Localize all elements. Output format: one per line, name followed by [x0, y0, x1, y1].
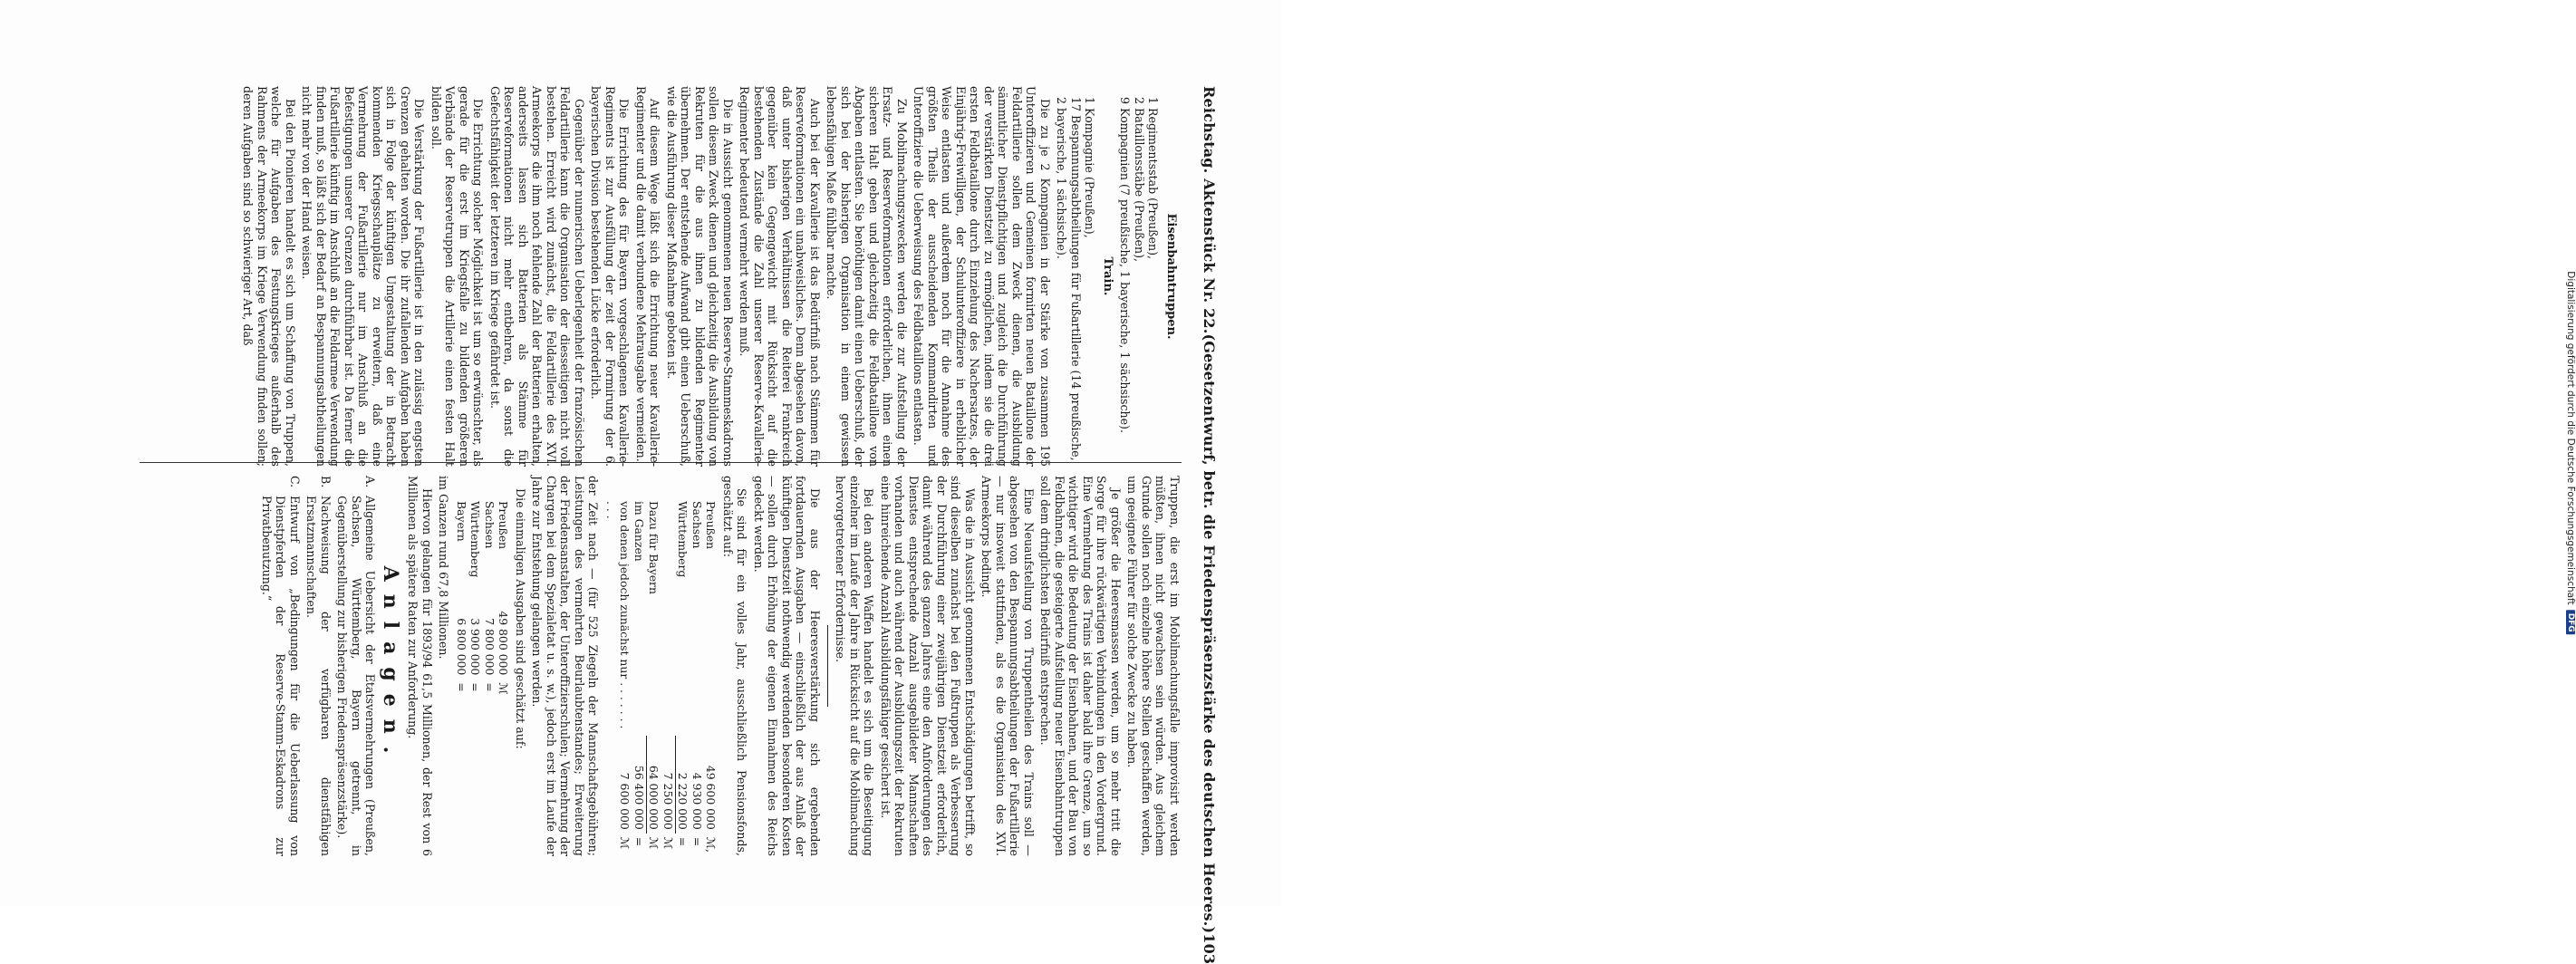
- train-list: [1055, 86, 1097, 467]
- running-costs-table: [604, 497, 719, 856]
- list-item: 2 Bataillonsstäbe (Preußen),: [1133, 97, 1146, 263]
- table-row: [483, 497, 497, 700]
- anlage-text: Allgemeine Uebersicht der Etatsvermehrungen (Preußen, Sachsen, Württemberg, Bayern getrennt, in Gegenüberstellung zur bisherigen Friedenspräsenzstärke).: [335, 496, 378, 856]
- table-row-total: [632, 497, 647, 856]
- digitization-credit: [2565, 271, 2576, 634]
- table-row: [704, 497, 719, 856]
- table-row: [690, 497, 705, 856]
- paragraph: Truppen, die erst im Mobilmachungsfalle improvisirt werden müßten, ihnen nicht gewachsen sein würden. Aus gleichem Grunde sollen noch einzelne höhere Stellen geschaffen werden, um geeignete Führer für solche Zwecke zu haben.: [1125, 476, 1182, 856]
- section-rule: [827, 625, 828, 707]
- row-value: 56 400 000: [632, 736, 647, 834]
- anlage-key: A.: [363, 476, 378, 488]
- paragraph: Eine Neuaufstellung von Truppentheilen des Trains soll — abgesehen von den Bespannungsabtheilungen der Fußartillerie — nur insoweit stattfinden, als es die Organisation des XVI. Armeekorps bedingt.: [979, 476, 1036, 856]
- paragraph: Hiervon gelangen für 1893/94 61,5 Millionen, der Rest von 6 Millionen als spätere Raten zur Anforderung.: [406, 476, 434, 856]
- heading-train: Train.: [1101, 256, 1114, 296]
- paragraph: Die zu je 2 Kompagnien in der Stärke von zusammen 195 Unteroffizieren und Gemeinen formirten neuen Bataillone der Feldartillerie sollen dem Zweck dienen, die Ausbildung sämmtlicher Dienstpflichtigen und zugleich die Durchführung der verstärkten Dienstzeit zu ermöglichen, indem sie die drei ersten Feldbataillone durch Einziehung des Nachersatzes, der Einjährig-Freiwilligen, der Schulunteroffiziere in erheblicher Weise entlasten und außerdem noch für die Annahme des größten Theils der ausscheidenden Kommandirten und Unteroffiziere die Ueberweisung des Feldbataillons entlasten.: [912, 86, 1052, 467]
- row-unit: ℳ,: [704, 836, 719, 853]
- paragraph: Die Errichtung des für Bayern vorgeschlagenen Kavallerie-Regiments ist zur Ausfüllung der zeit der Formirung der 6. bayerischen Division bestehenden Lücke erforderlich.: [589, 86, 632, 467]
- header-left: Reichstag. Aktenstück Nr. 22.: [1201, 86, 1218, 334]
- row-unit: ℳ: [661, 836, 676, 850]
- row-unit: =: [483, 682, 497, 692]
- row-value: 4 930 000: [690, 772, 704, 830]
- anlage-item: [304, 476, 333, 856]
- row-label: Bayern: [455, 501, 468, 542]
- row-unit: =: [632, 836, 647, 847]
- anlage-item: [260, 476, 303, 856]
- row-unit: ℳ: [647, 836, 661, 850]
- anlagen-heading: Anlagen.: [379, 565, 402, 766]
- table-row: [604, 497, 632, 856]
- right-column: [94, 476, 1182, 856]
- paragraph: Gegenüber der numerischen Ueberlegenheit der französischen Feldartillerie kann die Organisation der diesseitigen nicht voll bestehen. Erreicht wird zunächst, die Feldartillerie des XVI. Armeekorps die ihm noch fehlende Zahl der Batterien erhalten, anderseits lassen sich Batterien als Stämme für Reserveformationen nicht mehr entbehren, da sonst die Gefechtsfähigkeit der letzteren im Kriege gefährdet ist.: [488, 86, 586, 467]
- paragraph: Zu Mobilmachungszwecken werden die zur Aufstellung der Ersatz- und Reserveformationen erforderlichen, ihnen einen sicheren Halt geben und gleichzeitig die Feldbataillone von Abgaben entlasten. Sie benöthigen damit einen Ueberschuß, der sich bei der bisherigen Organisation in einem gewissen lebensfähigen Maße fühlbar machte.: [825, 86, 909, 467]
- credit-text: Digitalisierung gefördert durch die Deutsche Forschungsgemeinschaft: [2565, 271, 2576, 605]
- row-label: im Ganzen: [632, 501, 647, 562]
- paragraph: Was die in Aussicht genommenen Entschädigungen betrifft, so sind dieselben zunächst bei den Fußtruppen als Verbesserung der Durchführung einer zweijährigen Dienstzeit erforderlich, damit während des ganzen Jahres eine den Anforderungen des Dienstes entsprechende Anzahl ausgebildeter Mannschaften vorhanden und auch während der Ausbildungszeit der Rekruten eine hinreichende Anzahl Ausbildungsfähiger gesichert ist.: [879, 476, 977, 856]
- anlage-text: Nachweisung der verfügbaren dienstfähigen Ersatzmannschaften.: [304, 496, 333, 856]
- header-center: (Gesetzentwurf, betr. die Friedenspräsenzstärke des deutschen Heeres.): [1201, 333, 1218, 934]
- paragraph: Auch bei der Kavallerie ist das Bedürfniß nach Stämmen für Reserveformationen ein unabweisliches. Denn abgesehen davon, daß unter bisherigen Verhältnissen die Reiterei Frankreich gegenüber kein Gegengewicht mit Rücksicht auf die bestehenden Zustände die Zahl unserer Reserve-Kavallerie-Regimenter bedeutend vermehrt werden muß.: [738, 86, 822, 467]
- page-header: [1192, 86, 1218, 964]
- paragraph: Bei den anderen Waffen handelt es sich um die Beseitigung einzelner im Laufe der Jahre in Rücksicht auf die Mobilmachung hervorgetretener Erfordernisse.: [834, 476, 876, 856]
- row-unit: =: [676, 836, 690, 847]
- list-item: 9 Kompagnien (7 preußische, 1 bayerische, 1 sächsische).: [1118, 97, 1133, 433]
- list-item: 17 Bespannungsabtheilungen für Fußartillerie (14 preußische, 2 bayerische, 1 sächsische).: [1055, 97, 1083, 461]
- anlage-item: [335, 476, 378, 856]
- row-label: Sachsen: [690, 501, 704, 549]
- paragraph: der Zeit nach — (für 525 Ziegeln der Mannschaftsgebühren; Leistungen des vermehrten Beurlaubtenstandes; Erweiterung der Friedensanstalten, der Unteroffizierschulen; Vermehrung der Chargen bei dem Spezialetat u. s. w.), jedoch erst im Laufe der Jahre zur Entstehung gelangen werden.: [530, 476, 601, 856]
- row-value: 7 600 000: [618, 772, 632, 830]
- list-item: 1 Kompagnie (Preußen),: [1083, 97, 1097, 238]
- table-row: [647, 497, 661, 856]
- row-label: Preußen: [497, 501, 511, 550]
- dfg-logo-icon: DFG: [2566, 611, 2575, 635]
- row-label: Preußen: [704, 501, 719, 550]
- paragraph: Die in Aussicht genommenen neuen Reserve-Stammeskadrons sollen diesem Zweck dienen und gleichzeitig die Ausbildung von Rekruten für die aus ihnen zu bildenden Regimenter übernehmen. Der entstehende Aufwand gibt einen Ueberschuß, wie die Ausführung dieser Maßnahme geboten ist.: [665, 86, 735, 467]
- table-row: [468, 497, 483, 700]
- row-value: 64 000 000: [647, 765, 661, 830]
- page-number: 103: [1201, 933, 1218, 964]
- paragraph: Die Errichtung solcher Möglichkeit ist um so erwünschter, als gerade für die erst im Kriegsfalle zu bildenden größeren Verbände der Reservetruppen die Artillerie einen festen Halt bilden soll.: [429, 86, 486, 467]
- paragraph: Je größer die Heeresmassen werden, um so mehr tritt die Sorge für ihre rückwärtigen Verbindungen in den Vordergrund. Eine Vermehrung des Trains ist daher bald ihre Grenze, um so wichtiger wird die Bedeutung der Eisenbahnen, und der Bau von Feldbahnen, die gesteigerte Aufstellung neuer Eisenbahntruppen soll dem dringlichsten Bedürfniß entsprechen.: [1038, 476, 1123, 856]
- list-item: 1 Regimentsstab (Preußen),: [1146, 97, 1161, 260]
- row-value: 7 250 000: [661, 736, 676, 834]
- table-row: [455, 497, 469, 700]
- left-column: [94, 86, 1182, 467]
- paragraph: Auf diesem Wege läßt sich die Errichtung neuer Kavallerie-Regimenter und die damit verbundene Mehrausgabe vermeiden.: [634, 86, 662, 467]
- row-value: 6 800 000: [455, 618, 468, 676]
- one-time-costs-table: [455, 497, 511, 700]
- paragraph: Bei den Pionieren handelt es sich um Schaffung von Truppen, welche für Aufgaben des Festungskrieges außerhalb des Rahmens der Armeekorps im Kriege Verwendung finden sollen; deren Aufgaben sind so schwieriger Art, daß: [241, 86, 297, 467]
- row-unit: ℳ: [497, 682, 511, 695]
- row-value: 49 600 000: [704, 765, 719, 830]
- row-label: Württemberg: [676, 501, 690, 578]
- table-row: [676, 497, 690, 856]
- row-label: Sachsen: [483, 501, 497, 549]
- anlage-key: C.: [288, 476, 302, 488]
- table-note: im Ganzen rund 67,8 Millionen.: [437, 476, 451, 660]
- row-unit: =: [455, 682, 468, 692]
- paragraph: Sie sind für ein volles Jahr, ausschließlich Pensionsfonds, geschätzt auf:: [721, 476, 749, 856]
- digitization-credit-strip: [1281, 0, 2576, 906]
- paragraph: Die einmaligen Ausgaben sind geschätzt auf:: [514, 488, 527, 749]
- anlage-text: Entwurf von „Bedingungen für die Ueberlassung von Dienstpferden der Reserve-Stamm-Eskadrons zur Privatbenutzung.“: [260, 496, 302, 856]
- paragraph: Die aus der Heeresverstärkung sich ergebenden fortdauernden Ausgaben — einschließlich der aus Anlaß der künftigen Dienstzeit nothwendig werdenden besonderen Kosten — sollen durch Erhöhung der eigenen Einnahmen des Reichs gedeckt werden.: [752, 476, 822, 856]
- paragraph: Die Verstärkung der Fußartillerie ist in den zulässig engsten Grenzen gehalten worden. Die ihr zufallenden Aufgaben haben sich in Folge der künftigen Umgestaltung der in Betracht kommenden Kriegsschauplätze zu erweitern, daß eine Vermehrung der Fußartillerie nur im Anschluß an die Befestigungen unserer Grenzen durchführbar ist. Da ferner die Fußartillerie künftig im Anschluß an die Feldarmee Verwendung finden muß, so läßt sich der Bedarf an Bespannungsabtheilungen nicht mehr von der Hand weisen.: [300, 86, 427, 467]
- row-unit: =: [468, 682, 483, 692]
- row-label: Dazu für Bayern: [647, 501, 661, 594]
- row-value: 49 800 000: [497, 611, 511, 676]
- anlage-key: B.: [319, 476, 333, 488]
- row-label: [661, 497, 676, 736]
- row-unit: ℳ: [618, 836, 632, 850]
- heading-eisenbahntruppen: Eisenbahntruppen.: [1164, 213, 1178, 340]
- row-value: 2 220 000: [676, 772, 690, 830]
- table-row: [497, 497, 511, 700]
- row-label: von denen jedoch zunächst nur . . . . . . . . . .: [604, 501, 632, 729]
- table-row-sum: [661, 497, 676, 856]
- row-unit: =: [690, 836, 704, 847]
- eisenbahn-list: [1118, 86, 1161, 467]
- row-label: Württemberg: [468, 501, 483, 578]
- row-value: 3 900 000: [468, 618, 483, 676]
- row-value: 7 800 000: [483, 618, 497, 676]
